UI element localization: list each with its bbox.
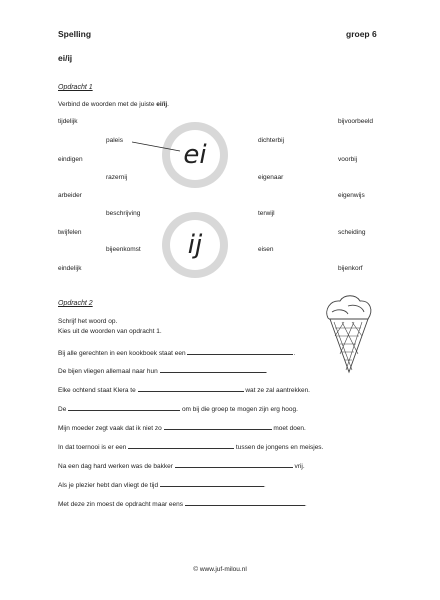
sentence-text: .: [265, 368, 268, 375]
opdracht1-instruction: [58, 101, 169, 108]
subtitle: ei/ij: [58, 53, 73, 63]
answer-blank[interactable]: [138, 385, 244, 392]
word-right-inner[interactable]: dichterbij: [258, 137, 285, 144]
word-right-outer[interactable]: scheiding: [338, 229, 366, 236]
answer-blank[interactable]: [160, 480, 264, 487]
sentence-text: .: [263, 482, 266, 489]
sentence-text: De bijen vliegen allemaal naar hun: [58, 368, 158, 375]
sentence-9: [58, 499, 307, 508]
footer-copyright: © www.juf-milou.nl: [193, 566, 247, 573]
page-title: Spelling: [58, 29, 92, 39]
sentence-text: .: [293, 350, 296, 357]
word-right-outer[interactable]: bijenkorf: [338, 265, 363, 272]
answer-blank[interactable]: [175, 461, 293, 468]
instruction-text: Verbind de woorden met de juiste: [58, 101, 157, 108]
sentence-text: moet doen.: [273, 425, 306, 432]
sentence-text: De: [58, 406, 67, 413]
answer-blank[interactable]: [68, 404, 180, 411]
word-left-inner[interactable]: razernij: [106, 174, 128, 181]
answer-blank[interactable]: [185, 499, 305, 506]
sentence-text: vrij.: [294, 463, 305, 470]
group-label: groep 6: [346, 29, 377, 39]
sentence-text: Na een dag hard werken was de bakker: [58, 463, 173, 470]
instruction-suffix: .: [167, 101, 169, 108]
word-right-inner[interactable]: eigenaar: [258, 174, 284, 181]
sentence-7: [58, 461, 305, 470]
word-left-outer[interactable]: eindelijk: [58, 265, 82, 272]
word-left-outer[interactable]: arbeider: [58, 192, 82, 199]
word-left-inner[interactable]: beschrijving: [106, 210, 141, 217]
word-right-outer[interactable]: voorbij: [338, 156, 358, 163]
sentence-3: [58, 385, 310, 394]
connect-line: [132, 138, 182, 154]
sentence-text: Elke ochtend staat Klera te: [58, 387, 136, 394]
sentence-text: In dat toernooi is er een: [58, 444, 127, 451]
answer-blank[interactable]: [160, 366, 266, 373]
word-right-inner[interactable]: eisen: [258, 246, 274, 253]
word-right-outer[interactable]: eigenwijs: [338, 192, 365, 199]
instruction-bold: ei/ij: [156, 101, 168, 108]
sentence-text: Als je plezier hebt dan vliegt de tijd: [58, 482, 159, 489]
sentence-text: wat ze zal aantrekken.: [245, 387, 310, 394]
opdracht2-instruction2: Kies uit de woorden van opdracht 1.: [58, 328, 162, 335]
opdracht2-title: Opdracht 2: [58, 300, 93, 307]
word-right-outer[interactable]: bijvoorbeeld: [338, 118, 374, 125]
sentence-text: .: [304, 501, 307, 508]
word-right-inner[interactable]: terwijl: [258, 210, 275, 217]
connect-line-stroke: [132, 142, 180, 151]
ei-label: ei: [170, 130, 220, 180]
answer-blank[interactable]: [187, 348, 296, 357]
ei-circle: [162, 122, 228, 188]
ice-cream-icon: [318, 292, 378, 376]
word-left-outer[interactable]: eindigen: [58, 156, 83, 163]
ij-circle: [162, 212, 228, 278]
sentence-text: Met deze zin moest de opdracht maar eens: [58, 501, 184, 508]
sentence-text: tussen de jongens en meisjes.: [235, 444, 324, 451]
sentence-text: Bij alle gerechten in een kookboek staat een: [58, 350, 186, 357]
opdracht2-instruction1: Schrijf het woord op.: [58, 318, 118, 325]
sentence-2: [58, 366, 267, 375]
word-left-outer[interactable]: tijdelijk: [58, 118, 78, 125]
answer-blank[interactable]: [164, 423, 272, 430]
sentence-8: [58, 480, 266, 489]
sentence-6: [58, 442, 323, 451]
word-left-outer[interactable]: twijfelen: [58, 229, 82, 236]
sentence-4: [58, 404, 298, 413]
sentence-1: [58, 348, 295, 357]
ij-label: ij: [170, 220, 220, 270]
word-left-inner[interactable]: paleis: [106, 137, 123, 144]
word-left-inner[interactable]: bijeenkomst: [106, 246, 141, 253]
answer-blank[interactable]: [128, 442, 234, 449]
opdracht1-title: Opdracht 1: [58, 84, 93, 91]
sentence-text: Mijn moeder zegt vaak dat ik niet zo: [58, 425, 162, 432]
sentence-text: om bij die groep te mogen zijn erg hoog.: [181, 406, 298, 413]
sentence-5: [58, 423, 306, 432]
